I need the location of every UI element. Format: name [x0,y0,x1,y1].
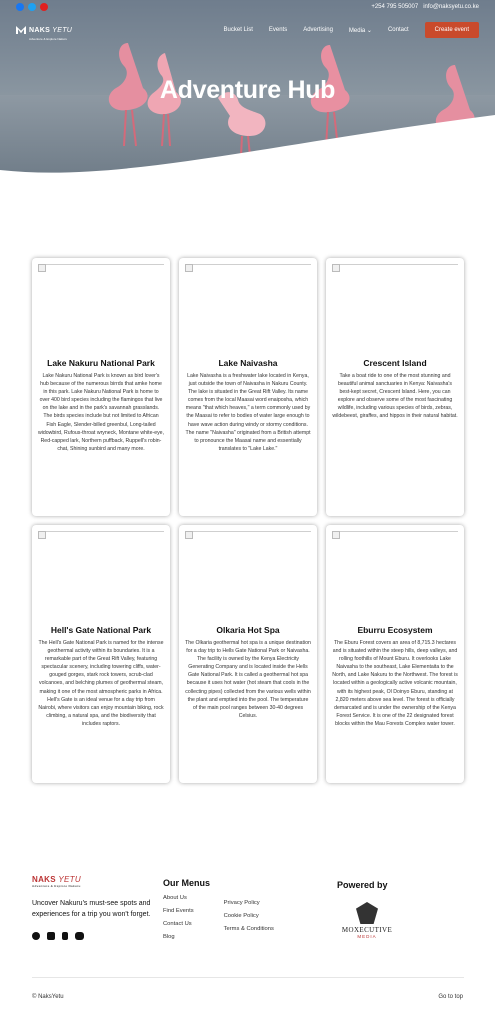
social-links [16,3,48,11]
attractions-grid [32,258,464,783]
card-text: The Eburu Forest covers an area of 8,715.3 hectares and is situated within the steep hills, deep valleys, and rolling foothills of Mount Eburu. It overlooks Lake Naivasha to the southeast, Lake Elementaita to the North, and Lake Nakuru to the Northwest. The forest is located within a geologically active volcanic mountain, with its highest peak, Ol Doinyo Eburu, standing at 2,820 meters above sea level. The forest is officially demarcated and is under the ownership of the Kenya Forest Service. It is one of the 22 designated forest blocks within the Mau Forests Complex water tower. [332,640,458,727]
moxecutive-emblem-icon [356,902,378,924]
footer-link-cookie[interactable]: Cookie Policy [223,913,259,919]
nav-menu [224,27,409,34]
main-nav [0,20,495,40]
card-title: Olkaria Hot Spa [216,625,280,635]
twitter-icon[interactable] [28,3,36,11]
card-title: Eburru Ecosystem [357,625,433,635]
youtube-icon[interactable] [75,932,84,940]
broken-image-icon [332,531,458,621]
nav-item-advertising[interactable]: Advertising [303,26,333,33]
nav-item-contact[interactable]: Contact [387,26,409,33]
logo-tagline: Adventure & Explore Nakuru [29,37,68,41]
phone-link[interactable]: +254 795 505007 [371,4,419,10]
attraction-card[interactable] [179,258,317,516]
footer-brand [32,875,152,940]
attraction-card[interactable] [326,258,464,516]
create-event-button[interactable]: Create event [425,22,479,38]
card-text: The Olkaria geothermal hot spa is a unique destination for a day trip to Hells Gate National Park or Naivasha. The facility is owned by the Kenya Electricity Generating Company and is located inside the Hells Gate National Park. It is called a geothermal hot spa because it uses hot water (hot steam that cools in the collecting pipes) collected from the various wells within the plant and emptied into the pool. The temperature of the main pool ranges between 30-40 degrees Celsius. [185,640,311,719]
email-link[interactable]: info@naksyetu.co.ke [423,4,479,10]
card-text: Lake Nakuru National Park is known as bird lover's hub because of the numerous birrds that amke home in this park. Lake Nakuru National Park is home to over 400 bird species including the flamingos that live on the lake and in the park's savannah grasslands. The birds species include but not limited to African Fish Eagle, Slender-billed greenbul, Long-tailed widowbird, Rufous-throat wryneck, Montane white-eye, Red-capped lark, Northern puffback, Ruppell's robin-chat, Shining sunbird and many more. [38,373,164,452]
top-bar [0,0,495,14]
hero-banner [0,0,495,185]
broken-image-icon [185,531,311,621]
footer-divider [32,977,464,978]
attraction-card[interactable] [179,525,317,783]
attraction-card[interactable] [32,258,170,516]
youtube-icon[interactable] [40,3,48,11]
card-text: Take a boat ride to one of the most stunning and beautiful animal sanctuaries in Kenya: Naivasha's best-kept secret, Crescent Island. Here, you can explore and observe some of the most fascinating wildlife, including various species of birds, zebras, wildebeest, giraffes, and hippos in their natural habitat. [332,373,458,420]
footer-powered [337,880,397,939]
footer-menus-heading: Our Menus [163,878,211,888]
card-title: Lake Nakuru National Park [47,358,155,368]
broken-image-icon [38,531,164,621]
card-title: Hell's Gate National Park [50,625,152,635]
go-to-top-link[interactable]: Go to top [438,994,463,1000]
broken-image-icon [332,264,458,354]
broken-image-icon [38,264,164,354]
footer-description: Uncover Nakuru's must-see spots and experiences for a trip you won't forget. [32,900,151,918]
tiktok-icon[interactable] [62,932,68,940]
nav-item-events[interactable]: Events [268,26,288,33]
broken-image-icon [185,264,311,354]
moxecutive-name: MOXECUTIVE [341,926,393,934]
facebook-icon[interactable] [32,932,40,940]
site-logo[interactable] [16,19,72,41]
logo-mark-icon [16,26,26,34]
footer-logo[interactable]: NAKS YETU Adventure & Explore Nakuru [32,875,152,888]
card-text: The Hell's Gate National Park is named for the intense geothermal activity within its boundaries. It is a remarkable part of the Great Rift Valley, featuring spectacular scenery, including towering cliffs, water-gouged gorges, stark rock towers, scrub-clad volcanoes, and belching plumes of geothermal steam, making it one of the most atmospheric parks in Africa. Hell's Gate is an ideal venue for a day trip from Nairobi, where visitors can enjoy mountain biking, rock climbing, a natural spa, and the biodiversity that includes raptors. [38,640,164,727]
footer-link-about[interactable]: About Us [163,895,187,901]
chevron-down-icon: ⌄ [366,27,372,34]
footer-link-events[interactable]: Find Events [163,908,194,914]
moxecutive-sub: MEDIA [357,934,377,939]
card-title: Lake Naivasha [218,358,278,368]
card-title: Crescent Island [363,358,427,368]
footer-link-contact[interactable]: Contact Us [163,921,192,927]
facebook-icon[interactable] [16,3,24,11]
footer-link-privacy[interactable]: Privacy Policy [223,900,260,906]
hero-curve [0,115,495,185]
page-title: Adventure Hub [159,76,336,104]
moxecutive-logo[interactable] [337,902,397,939]
nav-item-media[interactable]: Media ⌄ [348,27,372,34]
instagram-icon[interactable] [47,932,55,940]
contact-info [371,4,479,10]
footer-link-blog[interactable]: Blog [163,934,175,940]
attraction-card[interactable] [326,525,464,783]
attraction-card[interactable] [32,525,170,783]
powered-by-heading: Powered by [337,880,388,890]
footer-social [32,932,152,940]
copyright: © NaksYetu [32,994,64,1000]
card-text: Lake Naivasha is a freshwater lake located in Kenya, just outside the town of Naivasha in Nakuru County. The lake is situated in the Great Rift Valley. Its name comes from the local Maasai word enaiposha, which means "that which heaves," a term commonly used by the Maasai to refer to bodies of water large enough to have wave action during windy or stormy conditions. The name "Naivasha" originated from a British attempt to pronounce the Maasai name and essentially translates to "Lake Lake." [185,373,311,452]
footer-menus [163,878,274,940]
logo-text: NAKS YETU [29,27,73,34]
footer-link-terms[interactable]: Terms & Conditions [223,926,274,932]
footer-logo-tagline: Adventure & Explore Nakuru [32,884,81,888]
nav-item-bucket-list[interactable]: Bucket List [223,26,253,33]
